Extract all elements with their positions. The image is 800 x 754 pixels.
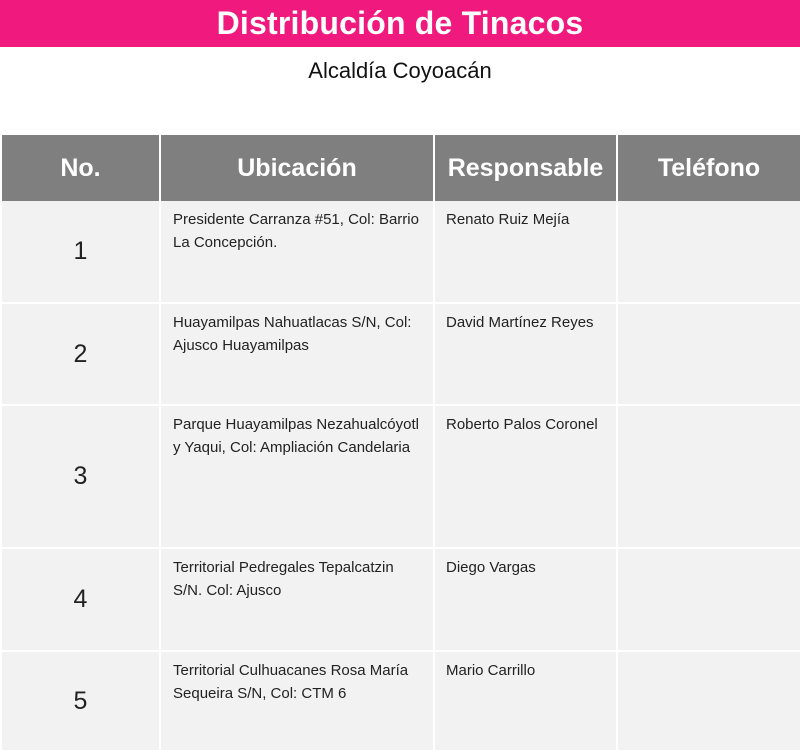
- row-responsible: [434, 651, 617, 751]
- row-responsible: [434, 303, 617, 405]
- row-responsible: [434, 405, 617, 548]
- table-header-row: [2, 135, 800, 201]
- row-location: [160, 201, 434, 303]
- column-header-responsible: Responsable: [434, 135, 617, 201]
- table-row: [2, 201, 800, 303]
- page-subtitle: Alcaldía Coyoacán: [308, 58, 492, 83]
- location-text: Territorial Culhuacanes Rosa María Sequeira S/N, Col: CTM 6: [173, 662, 409, 702]
- location-text: Territorial Pedregales Tepalcatzin S/N. Col: Ajusco: [173, 559, 394, 599]
- responsible-text: Renato Ruiz Mejía: [446, 211, 570, 228]
- table-row: [2, 405, 800, 548]
- location-text: Huayamilpas Nahuatlacas S/N, Col: Ajusco Huayamilpas: [173, 314, 412, 354]
- distribution-table: [2, 135, 800, 752]
- column-header-number: No.: [2, 135, 160, 201]
- title-banner: [0, 0, 800, 47]
- row-location: [160, 548, 434, 651]
- table-row: [2, 651, 800, 751]
- row-phone: [617, 548, 800, 651]
- row-number: 1: [2, 201, 160, 303]
- column-header-phone: Teléfono: [617, 135, 800, 201]
- page-title: Distribución de Tinacos: [216, 5, 584, 41]
- row-number: 4: [2, 548, 160, 651]
- row-phone: [617, 201, 800, 303]
- row-phone: [617, 405, 800, 548]
- responsible-text: David Martínez Reyes: [446, 314, 594, 331]
- row-phone: [617, 303, 800, 405]
- table-row: [2, 548, 800, 651]
- row-location: [160, 405, 434, 548]
- responsible-text: Mario Carrillo: [446, 662, 536, 679]
- column-header-location: Ubicación: [160, 135, 434, 201]
- row-number: 5: [2, 651, 160, 751]
- row-number: 2: [2, 303, 160, 405]
- row-responsible: [434, 548, 617, 651]
- row-location: [160, 651, 434, 751]
- responsible-text: Roberto Palos Coronel: [446, 416, 598, 433]
- responsible-text: Diego Vargas: [446, 559, 536, 576]
- row-responsible: [434, 201, 617, 303]
- row-number: 3: [2, 405, 160, 548]
- table-row: [2, 303, 800, 405]
- location-text: Presidente Carranza #51, Col: Barrio La Concepción.: [173, 211, 419, 251]
- row-phone: [617, 651, 800, 751]
- row-location: [160, 303, 434, 405]
- location-text: Parque Huayamilpas Nezahualcóyotl y Yaqui, Col: Ampliación Candelaria: [173, 416, 419, 456]
